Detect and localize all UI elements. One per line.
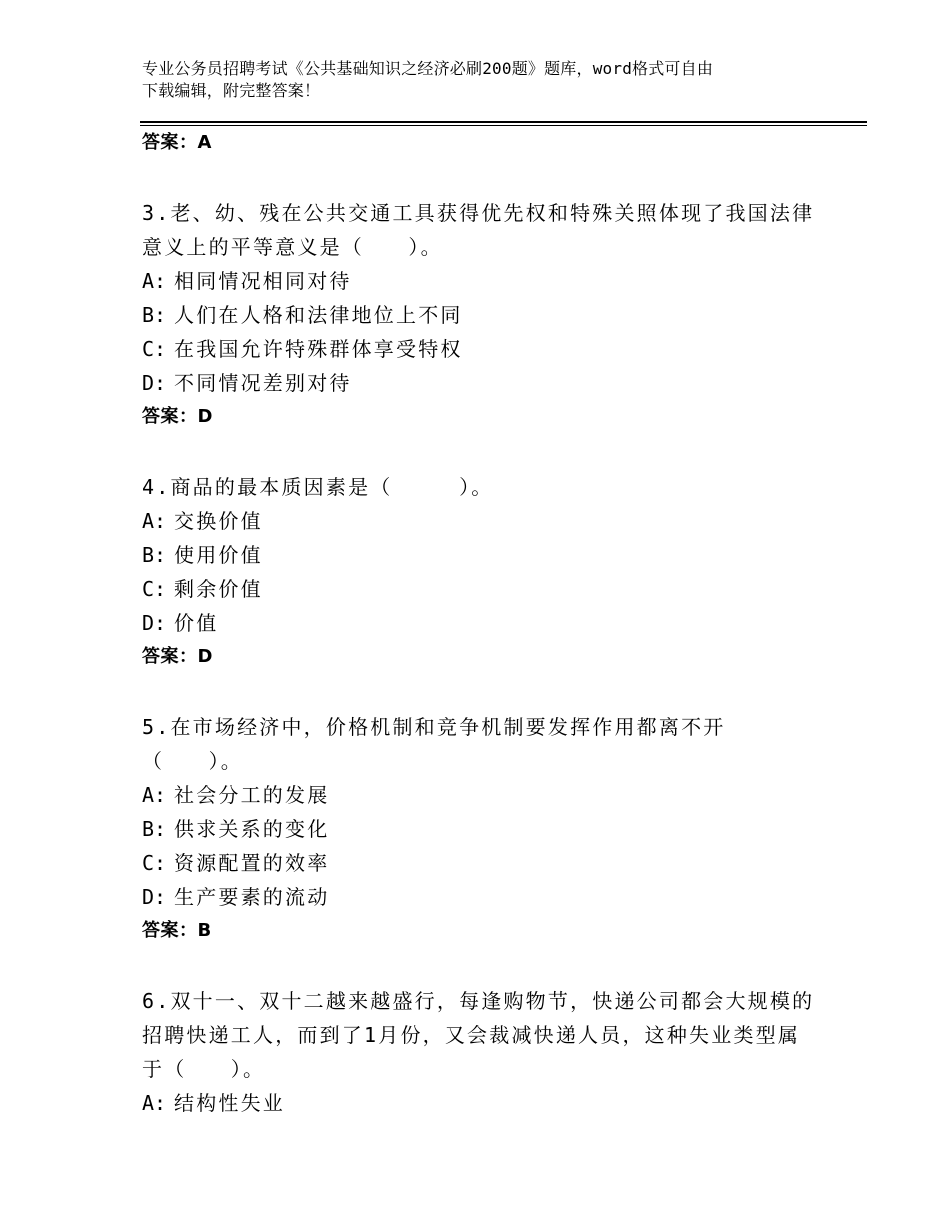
option-a: [142, 264, 842, 298]
question-text: 6.双十一、双十二越来越盛行，每逢购物节，快递公司都会大规模的: [142, 989, 815, 1013]
option-text: 在我国允许特殊群体享受特权: [174, 337, 463, 361]
option-letter: D:: [142, 885, 167, 909]
option-letter: C:: [142, 577, 167, 601]
answer-label: 答案：D: [142, 406, 213, 427]
option-d: [142, 606, 842, 640]
option-text: 不同情况差别对待: [174, 371, 352, 395]
answer-label: 答案：A: [142, 132, 212, 153]
question-text: 招聘快递工人，而到了1月份，又会裁减快递人员，这种失业类型属: [142, 1023, 801, 1047]
option-letter: A:: [142, 509, 167, 533]
option-d: [142, 366, 842, 400]
option-c: [142, 572, 842, 606]
header-line-2: 下载编辑，附完整答案！: [142, 81, 321, 100]
answer-label: 答案：D: [142, 646, 213, 667]
header-divider-thick: [140, 121, 867, 123]
option-text: 剩余价值: [174, 577, 263, 601]
option-letter: C:: [142, 851, 167, 875]
question-text: 意义上的平等意义是（ ）。: [142, 235, 443, 259]
document-header: [142, 58, 822, 102]
option-letter: C:: [142, 337, 167, 361]
question-text: 3.老、幼、残在公共交通工具获得优先权和特殊关照体现了我国法律: [142, 201, 815, 225]
question-block: [142, 984, 842, 1120]
option-text: 相同情况相同对待: [174, 269, 352, 293]
option-text: 使用价值: [174, 543, 263, 567]
option-a: [142, 504, 842, 538]
option-text: 交换价值: [174, 509, 263, 533]
option-letter: B:: [142, 817, 167, 841]
option-letter: A:: [142, 1091, 167, 1115]
question-list: [142, 126, 842, 1120]
question-block: [142, 710, 842, 948]
option-c: [142, 332, 842, 366]
option-a: [142, 1086, 842, 1120]
question-text: 5.在市场经济中，价格机制和竞争机制要发挥作用都离不开: [142, 715, 726, 739]
option-c: [142, 846, 842, 880]
option-letter: B:: [142, 543, 167, 567]
option-text: 价值: [174, 611, 219, 635]
option-text: 结构性失业: [174, 1091, 285, 1115]
option-letter: D:: [142, 371, 167, 395]
option-letter: A:: [142, 783, 167, 807]
option-text: 社会分工的发展: [174, 783, 330, 807]
option-b: [142, 538, 842, 572]
option-letter: D:: [142, 611, 167, 635]
option-d: [142, 880, 842, 914]
option-text: 人们在人格和法律地位上不同: [174, 303, 463, 327]
option-text: 供求关系的变化: [174, 817, 330, 841]
option-b: [142, 298, 842, 332]
option-text: 资源配置的效率: [174, 851, 330, 875]
answer-label: 答案：B: [142, 920, 212, 941]
question-block: [142, 196, 842, 434]
option-b: [142, 812, 842, 846]
option-a: [142, 778, 842, 812]
option-text: 生产要素的流动: [174, 885, 330, 909]
option-letter: A:: [142, 269, 167, 293]
option-letter: B:: [142, 303, 167, 327]
question-text: 于（ ）。: [142, 1057, 266, 1081]
question-text: （ ）。: [142, 749, 243, 773]
question-block: [142, 470, 842, 674]
header-line-1: 专业公务员招聘考试《公共基础知识之经济必刷200题》题库，word格式可自由: [142, 59, 714, 78]
question-text: 4.商品的最本质因素是（ ）。: [142, 475, 494, 499]
